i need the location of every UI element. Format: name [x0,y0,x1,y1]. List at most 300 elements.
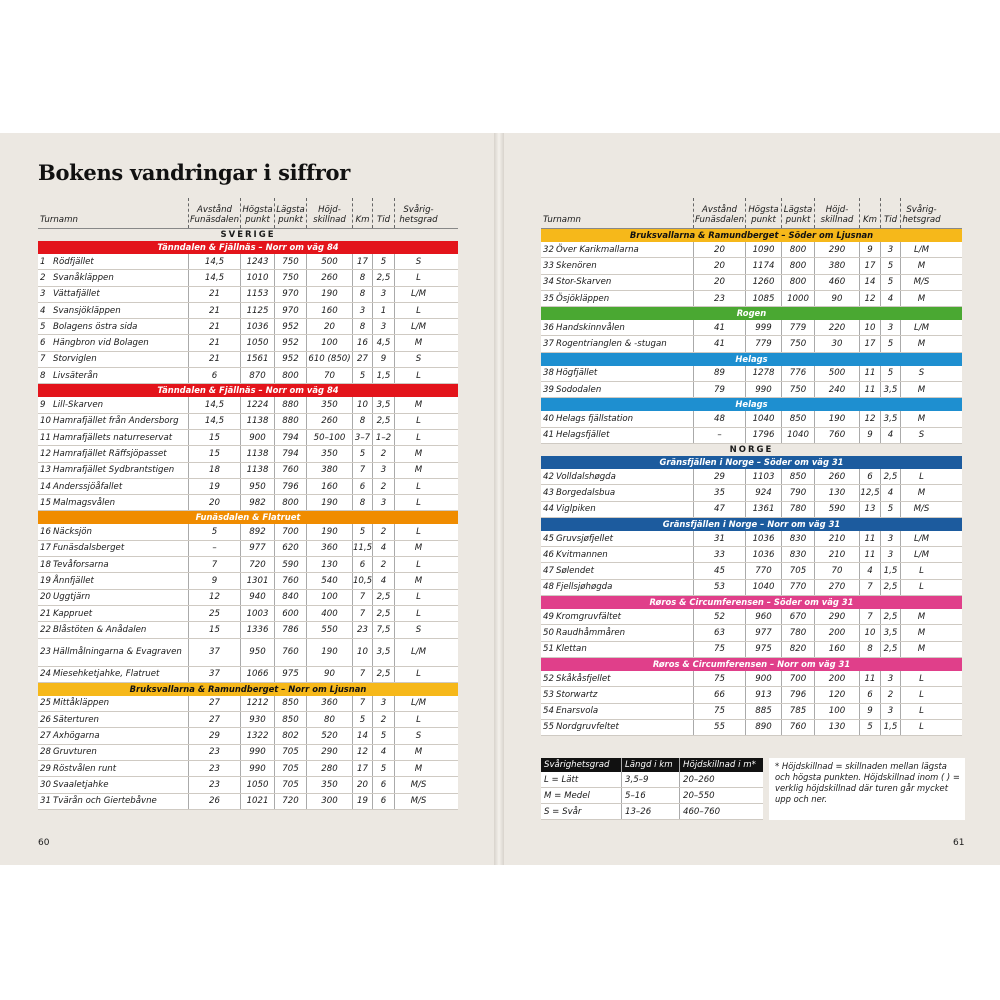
cell-hojdskillnad: 260 [306,414,352,429]
cell-hogsta: 885 [745,704,781,719]
cell-hojdskillnad: 50–100 [306,430,352,445]
region-section-header: Røros & Circumferensen – Söder om väg 31 [541,596,962,609]
cell-svarighetsgrad: L/M [394,287,442,302]
cell-turnamn [38,397,188,412]
cell-km: 10 [352,397,372,412]
region-section-header: Tänndalen & Fjällnäs – Norr om väg 84 [38,384,458,397]
cell-hojdskillnad: 100 [306,335,352,350]
cell-svarighetsgrad: M [394,397,442,412]
cell-hojdskillnad: 240 [814,382,859,397]
cell-turnamn [38,479,188,494]
cell-turnamn [541,687,693,702]
hike-number: 47 [543,566,554,577]
cell-tid: 2,5 [880,609,900,624]
cell-lagsta: 794 [274,430,306,445]
hike-number: 50 [543,627,554,638]
table-row [541,704,962,720]
cell-svarighetsgrad: S [394,622,442,637]
table-row [541,687,962,703]
table-row [541,242,962,258]
hike-name: Helags fjällstation [556,414,634,425]
cell-lagsta: 600 [274,606,306,621]
cell-turnamn [541,563,693,578]
cell-turnamn [541,258,693,273]
cell-hojdskillnad: 90 [814,291,859,306]
legend-head-cell: Längd i km [621,758,679,772]
cell-km: 14 [859,275,880,290]
cell-turnamn [38,606,188,621]
cell-km: 10 [352,639,372,666]
cell-hogsta: 1090 [745,242,781,257]
cell-turnamn [541,320,693,335]
cell-lagsta: 700 [274,524,306,539]
cell-svarighetsgrad: M [900,291,942,306]
cell-hogsta: 890 [745,720,781,735]
table-row [38,495,458,511]
cell-km: 5 [352,712,372,727]
cell-svarighetsgrad: S [900,428,942,443]
cell-tid: 2 [880,687,900,702]
hike-name: Hängbron vid Bolagen [53,338,149,349]
cell-svarighetsgrad: L [394,590,442,605]
hike-name: Lill-Skarven [53,400,104,411]
cell-lagsta: 952 [274,352,306,367]
cell-avstand: 7 [188,557,240,572]
header-lagsta: Lägsta punkt [781,198,814,228]
cell-hogsta: 1224 [240,397,274,412]
region-section-header: Bruksvallarna & Ramundberget – Norr om Ljusnan [38,683,458,696]
table-row [541,580,962,596]
cell-turnamn [541,580,693,595]
cell-hojdskillnad: 90 [306,667,352,682]
cell-hogsta: 1021 [240,794,274,809]
cell-turnamn [38,573,188,588]
cell-tid: 3,5 [880,625,900,640]
hike-number: 51 [543,644,554,655]
cell-tid: 3 [372,696,394,711]
cell-hojdskillnad: 190 [306,495,352,510]
cell-tid: 5 [880,336,900,351]
cell-lagsta: 590 [274,557,306,572]
cell-hogsta: 1066 [240,667,274,682]
cell-lagsta: 705 [274,777,306,792]
cell-lagsta: 780 [781,502,814,517]
cell-km: 12,5 [859,485,880,500]
table-row [38,287,458,303]
legend-cell: 3,5–9 [621,772,679,787]
cell-hojdskillnad: 290 [306,745,352,760]
cell-hojdskillnad: 80 [306,712,352,727]
cell-lagsta: 760 [274,639,306,666]
cell-hogsta: 1040 [745,580,781,595]
hike-name: Malmagsvålen [53,497,116,508]
cell-tid: 5 [880,502,900,517]
cell-km: 19 [352,794,372,809]
hike-number: 32 [543,244,554,255]
cell-avstand: 21 [188,303,240,318]
cell-hogsta: 940 [240,590,274,605]
table-row [541,320,962,336]
hike-name: Enarsvola [556,706,599,717]
table-row [38,430,458,446]
cell-km: 11 [859,382,880,397]
hike-number: 46 [543,549,554,560]
cell-avstand: 41 [693,336,745,351]
cell-lagsta: 776 [781,366,814,381]
cell-km: 6 [352,557,372,572]
legend-cell: 5–16 [621,788,679,803]
table-row [38,335,458,351]
cell-avstand: 29 [188,728,240,743]
cell-avstand: 14,5 [188,270,240,285]
hike-number: 40 [543,414,554,425]
cell-avstand: 66 [693,687,745,702]
cell-km: 11,5 [352,541,372,556]
cell-turnamn [38,541,188,556]
cell-hogsta: 990 [240,761,274,776]
cell-lagsta: 620 [274,541,306,556]
cell-lagsta: 705 [274,761,306,776]
cell-avstand: 23 [188,745,240,760]
cell-svarighetsgrad: L/M [900,547,942,562]
cell-tid: 4,5 [372,335,394,350]
table-header [38,198,458,229]
cell-turnamn [541,502,693,517]
legend-cell: 13–26 [621,804,679,819]
cell-svarighetsgrad: M/S [900,275,942,290]
cell-lagsta: 850 [274,696,306,711]
cell-svarighetsgrad: M [394,446,442,461]
hike-number: 35 [543,293,554,304]
table-row [38,696,458,712]
hike-number: 29 [40,763,51,774]
cell-avstand: 52 [693,609,745,624]
table-row [38,414,458,430]
cell-hojdskillnad: 130 [306,557,352,572]
cell-hogsta: 1336 [240,622,274,637]
cell-hojdskillnad: 100 [814,704,859,719]
cell-hogsta: 1010 [240,270,274,285]
cell-hogsta: 1174 [745,258,781,273]
cell-avstand: 37 [188,667,240,682]
cell-hojdskillnad: 130 [814,485,859,500]
cell-km: 9 [859,428,880,443]
cell-km: 11 [859,671,880,686]
cell-svarighetsgrad: L/M [394,319,442,334]
cell-hogsta: 990 [745,382,781,397]
cell-avstand: 6 [188,368,240,383]
cell-svarighetsgrad: L [394,667,442,682]
cell-turnamn [541,704,693,719]
cell-lagsta: 705 [781,563,814,578]
hike-number: 34 [543,277,554,288]
cell-tid: 5 [880,258,900,273]
table-row [541,469,962,485]
table-row [38,606,458,622]
table-row [38,541,458,557]
cell-tid: 7,5 [372,622,394,637]
cell-lagsta: 750 [781,336,814,351]
table-row [541,642,962,658]
table-row [38,728,458,744]
cell-svarighetsgrad: M [394,463,442,478]
cell-lagsta: 800 [274,368,306,383]
legend-header [541,758,763,772]
table-row [541,609,962,625]
cell-tid: 4 [880,485,900,500]
cell-hojdskillnad: 220 [814,320,859,335]
left-table-body [38,229,458,810]
cell-hogsta: 1125 [240,303,274,318]
cell-hojdskillnad: 210 [814,547,859,562]
cell-hojdskillnad: 540 [306,573,352,588]
cell-hojdskillnad: 300 [306,794,352,809]
cell-svarighetsgrad: L [394,430,442,445]
hike-name: Tevåforsarna [53,559,109,570]
cell-avstand: 26 [188,794,240,809]
hike-number: 53 [543,689,554,700]
cell-tid: 2,5 [372,606,394,621]
cell-km: 8 [859,642,880,657]
legend-cell: 20–550 [679,788,763,803]
cell-hogsta: 924 [745,485,781,500]
cell-tid: 9 [372,352,394,367]
cell-km: 20 [352,777,372,792]
cell-tid: 3 [880,320,900,335]
legend-head-cell: Svårighetsgrad [544,760,610,770]
cell-hojdskillnad: 360 [306,696,352,711]
table-row [38,745,458,761]
hike-number: 26 [40,714,51,725]
cell-km: 11 [859,531,880,546]
cell-svarighetsgrad: M [900,625,942,640]
hike-name: Mittåkläppen [53,698,110,709]
cell-km: 9 [859,242,880,257]
cell-svarighetsgrad: L/M [394,696,442,711]
cell-avstand: 45 [693,563,745,578]
table-row [38,397,458,413]
cell-hojdskillnad: 590 [814,502,859,517]
hike-name: Gruvturen [53,747,97,758]
hike-number: 23 [40,647,51,658]
cell-hojdskillnad: 20 [306,319,352,334]
hike-name: Skenören [556,260,597,271]
cell-km: 23 [352,622,372,637]
cell-turnamn [541,671,693,686]
region-section-header: Bruksvallarna & Ramundberget – Söder om Ljusnan [541,229,962,242]
hike-name: Blåstöten & Anådalen [53,624,147,635]
cell-svarighetsgrad: M [900,382,942,397]
cell-hojdskillnad: 130 [814,720,859,735]
cell-hojdskillnad: 30 [814,336,859,351]
cell-tid: 2 [372,712,394,727]
cell-tid: 1,5 [880,720,900,735]
cell-hojdskillnad: 350 [306,397,352,412]
cell-tid: 3 [372,495,394,510]
cell-tid: 3 [372,319,394,334]
hike-number: 45 [543,533,554,544]
hike-number: 38 [543,368,554,379]
cell-km: 3 [352,303,372,318]
cell-turnamn [38,414,188,429]
cell-km: 12 [352,745,372,760]
cell-turnamn [541,720,693,735]
hike-number: 54 [543,706,554,717]
cell-svarighetsgrad: L [394,524,442,539]
cell-avstand: 55 [693,720,745,735]
cell-km: 6 [352,479,372,494]
hike-number: 31 [40,796,51,807]
table-row [541,502,962,518]
header-avstand: Avstånd Funäsdalen [188,198,240,228]
header-turnamn: Turnamn [543,215,581,225]
cell-hogsta: 900 [745,671,781,686]
cell-lagsta: 790 [781,485,814,500]
cell-avstand: 29 [693,469,745,484]
table-row [541,411,962,427]
cell-hogsta: 779 [745,336,781,351]
hike-number: 30 [40,779,51,790]
table-row [541,563,962,579]
cell-hogsta: 1050 [240,777,274,792]
cell-lagsta: 840 [274,590,306,605]
hike-name: Kappruet [53,608,93,619]
table-row [541,671,962,687]
header-svarighetsgrad: Svårig- hetsgrad [394,198,442,228]
hike-number: 5 [40,321,46,332]
cell-svarighetsgrad: M [900,609,942,624]
cell-avstand: 20 [693,242,745,257]
hike-name: Axhögarna [53,731,100,742]
cell-svarighetsgrad: L [394,495,442,510]
cell-turnamn [541,382,693,397]
hike-number: 48 [543,582,554,593]
cell-lagsta: 750 [781,382,814,397]
cell-lagsta: 796 [274,479,306,494]
hike-name: Viglpiken [556,504,596,515]
cell-svarighetsgrad: L [394,368,442,383]
cell-hojdskillnad: 210 [814,531,859,546]
hike-number: 39 [543,384,554,395]
cell-hogsta: 950 [240,479,274,494]
table-row [38,667,458,683]
hike-number: 41 [543,430,554,441]
region-section-header: Helags [541,353,962,366]
hike-name: Kromgruvfältet [556,611,622,622]
hike-number: 27 [40,731,51,742]
table-row [38,590,458,606]
cell-turnamn [38,622,188,637]
cell-km: 17 [352,761,372,776]
hike-name: Stor-Skarven [556,277,612,288]
cell-hogsta: 720 [240,557,274,572]
cell-tid: 4 [372,573,394,588]
cell-hojdskillnad: 120 [814,687,859,702]
cell-svarighetsgrad: L [900,671,942,686]
cell-lagsta: 720 [274,794,306,809]
hike-number: 3 [40,289,46,300]
cell-svarighetsgrad: M [394,335,442,350]
cell-km: 7 [352,590,372,605]
hike-name: Storviglen [53,354,97,365]
region-section-header: Tänndalen & Fjällnäs – Norr om väg 84 [38,241,458,254]
hike-number: 52 [543,673,554,684]
cell-turnamn [38,287,188,302]
cell-km: 6 [859,687,880,702]
cell-tid: 5 [880,366,900,381]
cell-km: 27 [352,352,372,367]
cell-hogsta: 870 [240,368,274,383]
cell-tid: 3,5 [372,397,394,412]
hike-name: Svansjökläppen [53,305,121,316]
cell-svarighetsgrad: M [900,485,942,500]
cell-tid: 1,5 [880,563,900,578]
hike-name: Hamrafjällets naturreservat [53,432,173,443]
cell-hogsta: 1085 [745,291,781,306]
cell-tid: 3 [880,242,900,257]
header-hojdskillnad: Höjd- skillnad [306,198,352,228]
cell-hogsta: 1212 [240,696,274,711]
hike-name: Hamrafjället Räffsjöpasset [53,448,167,459]
cell-avstand: 63 [693,625,745,640]
cell-tid: 1–2 [372,430,394,445]
cell-hogsta: 999 [745,320,781,335]
table-row [38,368,458,384]
cell-hogsta: 977 [745,625,781,640]
hike-number: 49 [543,611,554,622]
hike-number: 10 [40,416,51,427]
hike-number: 28 [40,747,51,758]
cell-svarighetsgrad: L [394,557,442,572]
hike-name: Storwartz [556,689,598,700]
table-row [541,547,962,563]
cell-km: 7 [352,606,372,621]
hike-name: Rödfjället [53,256,94,267]
cell-hogsta: 1138 [240,463,274,478]
country-heading: NORGE [729,444,774,455]
header-tid: Tid [372,198,394,228]
hike-name: Svanåkläppen [53,272,114,283]
cell-tid: 2,5 [372,414,394,429]
cell-avstand: 20 [693,258,745,273]
table-row [38,463,458,479]
legend-table [541,758,763,820]
cell-svarighetsgrad: M [394,761,442,776]
cell-lagsta: 952 [274,335,306,350]
table-row [38,761,458,777]
table-row [541,531,962,547]
hike-name: Fjellsjøhøgda [556,582,613,593]
cell-avstand: 21 [188,287,240,302]
header-km: Km [859,198,880,228]
cell-hogsta: 1796 [745,428,781,443]
cell-hogsta: 950 [240,639,274,666]
cell-svarighetsgrad: M [900,336,942,351]
header-hogsta: Högsta punkt [745,198,781,228]
cell-hojdskillnad: 400 [306,606,352,621]
cell-turnamn [541,547,693,562]
cell-km: 7 [859,609,880,624]
hike-name: Skåkåsfjellet [556,673,611,684]
legend-cell: L = Lätt [544,774,579,785]
cell-svarighetsgrad: L/M [900,320,942,335]
cell-lagsta: 970 [274,287,306,302]
cell-hojdskillnad: 270 [814,580,859,595]
cell-turnamn [38,495,188,510]
table-row [38,777,458,793]
cell-tid: 2,5 [880,642,900,657]
cell-svarighetsgrad: M/S [394,794,442,809]
